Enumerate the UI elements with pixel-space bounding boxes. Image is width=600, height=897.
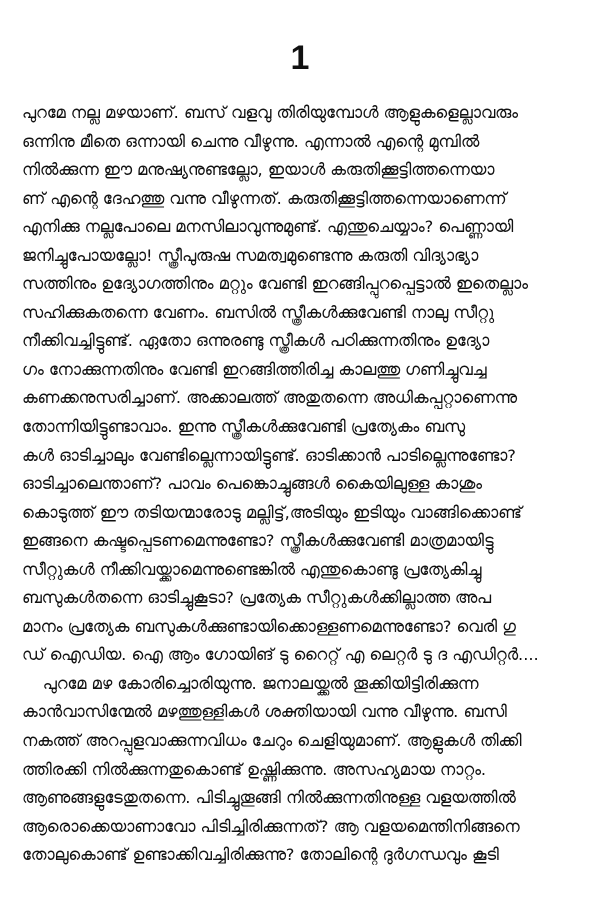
text-line: സത്തിനും ഉദ്യോഗത്തിനും മറ്റും വേണ്ടി ഇറങ്ങിപ്പുറപ്പെട്ടാൽ ഇതെല്ലാം	[22, 274, 528, 294]
text-line: നീക്കിവച്ചിട്ടുണ്ട്. ഏതോ ഒന്നുരണ്ടു സ്ത്രീകൾ പഠിക്കുന്നതിനും ഉദ്യോ	[22, 331, 490, 351]
text-line: ണ് എന്റെ ദേഹത്തു വന്നു വീഴുന്നത്. കരുതിക്കൂട്ടിത്തന്നെയാണെന്ന്	[22, 188, 507, 208]
text-line: ഡ് ഐഡിയ. ഐ ആം ഗോയിങ് ടു റൈറ്റ് എ ലെറ്റർ ടു ദ എഡിറ്റർ....	[22, 645, 539, 665]
text-line: ഗം നോക്കുന്നതിനും വേണ്ടി ഇറങ്ങിത്തിരിച്ച കാലത്തു ഗണിച്ചുവച്ച	[22, 359, 487, 379]
text-line: കൊടുത്ത് ഈ തടിയന്മാരോടു മല്ലിട്ട്,അടിയും ഇടിയും വാങ്ങിക്കൊണ്ട്	[22, 502, 522, 522]
text-line: പുറമേ മഴ കോരിച്ചൊരിയുന്നു. ജനാലയ്ക്കൽ തൂക്കിയിട്ടിരിക്കുന്ന	[22, 673, 479, 693]
text-line: സീറ്റുകൾ നീക്കിവയ്ക്കാമെന്നുണ്ടെങ്കിൽ എന്തുകൊണ്ടു പ്രത്യേകിച്ചു	[22, 559, 482, 579]
text-line: നിൽക്കുന്ന ഈ മനുഷ്യനുണ്ടല്ലോ, ഇയാൾ കരുതിക്കൂട്ടിത്തന്നെയാ	[22, 160, 495, 180]
text-line: ഒന്നിനു മീതെ ഒന്നായി ചെന്നു വീഴുന്നു. എന്നാൽ എന്റെ മുമ്പിൽ	[22, 131, 480, 151]
text-line: എനിക്കു നല്ലപോലെ മനസിലാവുന്നുമുണ്ട്. എന്തുചെയ്യാം? പെണ്ണായി	[22, 217, 514, 237]
paragraph	[22, 670, 582, 870]
text-line: പുറമേ നല്ല മഴയാണ്. ബസ് വളവു തിരിയുമ്പോൾ ആളുകളെല്ലാവരും	[22, 103, 518, 122]
text-line: ജനിച്ചുപോയല്ലോ! സ്ത്രീപുരുഷ സമത്വമുണ്ടെന്നു കരുതി വിദ്യാഭ്യാ	[22, 245, 479, 265]
text-line: തോന്നിയിട്ടുണ്ടാവാം. ഇന്നു സ്ത്രീകൾക്കുവേണ്ടി പ്രത്യേകം ബസു	[22, 417, 465, 437]
text-line: ആണുങ്ങളുടേതുതന്നെ. പിടിച്ചുതൂങ്ങി നിൽക്കുന്നതിനുള്ള വളയത്തിൽ	[22, 788, 516, 808]
text-line: കണക്കനുസരിച്ചാണ്. അക്കാലത്ത് അതുതന്നെ അധികപ്പറ്റാണെന്നു	[22, 388, 517, 408]
text-line: കാൻവാസിന്മേൽ മഴത്തുള്ളികൾ ശക്തിയായി വന്നു വീഴുന്നു. ബസി	[22, 702, 507, 722]
text-line: മാനം പ്രത്യേക ബസുകൾക്കുണ്ടായിക്കൊള്ളണമെന്നുണ്ടോ? വെരി ഗു	[22, 616, 516, 636]
paragraph	[22, 99, 582, 670]
text-line: സഹിക്കുകതന്നെ വേണം. ബസിൽ സ്ത്രീകൾക്കുവേണ്ടി നാലു സീറ്റു	[22, 302, 495, 322]
text-line: ത്തിരക്കി നിൽക്കുന്നതുകൊണ്ട് ഉഷ്ണിക്കുന്നു. അസഹ്യമായ നാറ്റം.	[22, 759, 487, 779]
text-line: ഓടിച്ചാലെന്താണ്? പാവം പെങ്കൊച്ചുങ്ങൾ കൈയിലുള്ള കാശും	[22, 474, 482, 494]
text-line: തോലുകൊണ്ട് ഉണ്ടാക്കിവച്ചിരിക്കുന്നു? തോലിന്റെ ദുർഗന്ധവും കൂടി	[22, 845, 499, 865]
text-line: ഇങ്ങനെ കഷ്ടപ്പെടണമെന്നുണ്ടോ? സ്ത്രീകൾക്കുവേണ്ടി മാത്രമായിട്ടു	[22, 531, 494, 551]
text-line: കൾ ഓടിച്ചാലും വേണ്ടില്ലെന്നായിട്ടുണ്ട്. ഓടിക്കാൻ പാടില്ലെന്നുണ്ടോ?	[22, 445, 516, 465]
body-text	[22, 99, 582, 870]
chapter-number: 1	[290, 39, 310, 77]
text-line: ബസുകൾതന്നെ ഓടിച്ചുകൂടാ? പ്രത്യേക സീറ്റുകൾക്കില്ലാത്ത അപ	[22, 588, 491, 608]
text-line: ആരൊക്കെയാണാവോ പിടിച്ചിരിക്കുന്നത്? ആ വളയമെന്തിനിങ്ങനെ	[22, 816, 520, 836]
text-line: നകത്ത് അറപ്പുളവാക്കുന്നവിധം ചേറും ചെളിയുമാണ്. ആളുകൾ തിക്കി	[22, 731, 522, 751]
